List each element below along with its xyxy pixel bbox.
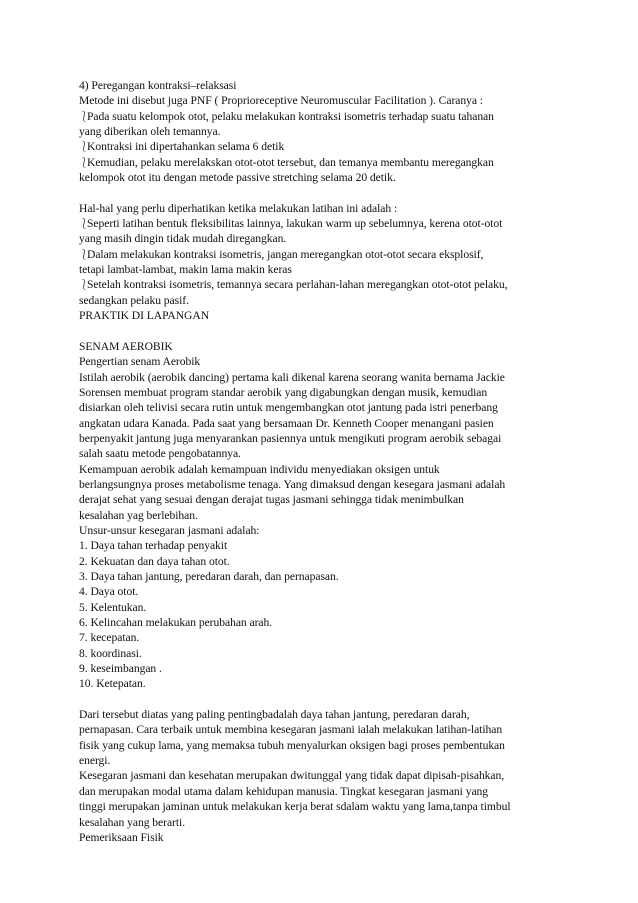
line-text: disiarkan oleh telivisi secara rutin untuk mengembangkan otot jantung pada istri penerbang	[79, 401, 498, 415]
bullet-line	[79, 247, 579, 262]
line-text: Unsur-unsur kesegaran jasmani adalah:	[79, 523, 260, 537]
text-line	[79, 630, 579, 645]
text-line	[79, 615, 579, 630]
paragraph-gap	[79, 324, 579, 339]
text-line	[79, 78, 579, 93]
line-text: 10. Ketepatan.	[79, 677, 146, 691]
text-line	[79, 815, 579, 830]
text-line	[79, 462, 579, 477]
text-line	[79, 308, 579, 323]
bullet-icon: ⎱	[79, 280, 89, 292]
text-line	[79, 584, 579, 599]
line-text: SENAM AEROBIK	[79, 339, 173, 353]
text-line	[79, 416, 579, 431]
text-line	[79, 354, 579, 369]
line-text: Kemampuan aerobik adalah kemampuan individu menyediakan oksigen untuk	[79, 462, 440, 476]
text-line	[79, 569, 579, 584]
text-line	[79, 201, 579, 216]
text-line	[79, 477, 579, 492]
line-text: 6. Kelincahan melakukan perubahan arah.	[79, 616, 273, 630]
line-text: Pengertian senam Aerobik	[79, 355, 201, 369]
line-text: kesalahan yang berarti.	[79, 815, 186, 829]
line-text: Dalam melakukan kontraksi isometris, jangan meregangkan otot-otot secara eksplosif,	[87, 247, 484, 261]
bullet-line	[79, 277, 579, 292]
text-line	[79, 370, 579, 385]
text-line	[79, 538, 579, 553]
text-line	[79, 784, 579, 799]
text-line	[79, 707, 579, 722]
line-text: fisik yang cukup lama, yang memaksa tubuh menyalurkan oksigen bagi proses pembentukan	[79, 738, 505, 752]
line-text: 2. Kekuatan dan daya tahan otot.	[79, 554, 230, 568]
bullet-icon: ⎱	[79, 219, 89, 231]
line-text: Kesegaran jasmani dan kesehatan merupakan dwitunggal yang tidak dapat dipisah-pisahkan,	[79, 769, 505, 783]
bullet-icon: ⎱	[79, 249, 89, 261]
line-text: Istilah aerobik (aerobik dancing) pertama kali dikenal karena seorang wanita bernama Jackie	[79, 370, 505, 384]
line-text: Setelah kontraksi isometris, temannya secara perlahan-lahan meregangkan otot-otot pelaku,	[87, 278, 508, 292]
bullet-line	[79, 216, 579, 231]
line-text: Seperti latihan bentuk fleksibilitas lainnya, lakukan warm up sebelumnya, kerena otot-otot	[87, 217, 503, 231]
text-line	[79, 554, 579, 569]
line-text: 7. kecepatan.	[79, 631, 140, 645]
line-text: derajat sehat yang sesuai dengan derajat tugas jasmani sehingga tidak menimbulkan	[79, 493, 464, 507]
text-line	[79, 799, 579, 814]
bullet-icon: ⎱	[79, 157, 89, 169]
line-text: 9. keseimbangan .	[79, 662, 162, 676]
text-line	[79, 738, 579, 753]
text-line	[79, 830, 579, 845]
line-text: pernapasan. Cara terbaik untuk membina kesegaran jasmani ialah melakukan latihan-latihan	[79, 723, 503, 737]
line-text: berpenyakit jantung juga menyarankan pasiennya untuk mengikuti program aerobik sebagai	[79, 431, 502, 445]
paragraph-gap	[79, 185, 579, 200]
bullet-line	[79, 109, 579, 124]
paragraph-gap	[79, 692, 579, 707]
bullet-icon: ⎱	[79, 142, 89, 154]
line-text: Metode ini disebut juga PNF ( Proprioreceptive Neuromuscular Facilitation ). Caranya :	[79, 94, 483, 108]
line-text: angkatan udara Kanada. Pada saat yang bersamaan Dr. Kenneth Cooper menangani pasien	[79, 416, 494, 430]
bullet-line	[79, 139, 579, 154]
line-text: Sorensen membuat program standar aerobik yang digabungkan dengan musik, kemudian	[79, 385, 488, 399]
line-text: tinggi merupakan jaminan untuk melakukan kerja berat sdalam waktu yang lama,tanpa timbul	[79, 800, 511, 814]
text-line	[79, 768, 579, 783]
line-text: 4. Daya otot.	[79, 585, 139, 599]
text-line	[79, 293, 579, 308]
text-line	[79, 385, 579, 400]
line-text: Kontraksi ini dipertahankan selama 6 detik	[87, 140, 285, 154]
line-text: sedangkan pelaku pasif.	[79, 293, 189, 307]
text-line	[79, 262, 579, 277]
line-text: salah saatu metode pengobatannya.	[79, 447, 241, 461]
line-text: Hal-hal yang perlu diperhatikan ketika melakukan latihan ini adalah :	[79, 201, 398, 215]
text-line	[79, 231, 579, 246]
text-line	[79, 753, 579, 768]
line-text: kesalahan yag berlebihan.	[79, 508, 198, 522]
text-line	[79, 676, 579, 691]
text-line	[79, 722, 579, 737]
line-text: 4) Peregangan kontraksi–relaksasi	[79, 79, 237, 92]
bullet-line	[79, 155, 579, 170]
line-text: Dari tersebut diatas yang paling pentingbadalah daya tahan jantung, peredaran darah,	[79, 708, 470, 722]
text-line	[79, 508, 579, 523]
text-line	[79, 93, 579, 108]
text-line	[79, 431, 579, 446]
line-text: yang diberikan oleh temannya.	[79, 125, 221, 139]
line-text: 1. Daya tahan terhadap penyakit	[79, 539, 228, 553]
line-text: berlangsungnya proses metabolisme tenaga. Yang dimaksud dengan kesegara jasmani adalah	[79, 477, 506, 491]
text-line	[79, 523, 579, 538]
text-line	[79, 339, 579, 354]
text-line	[79, 661, 579, 676]
line-text: 3. Daya tahan jantung, peredaran darah, dan pernapasan.	[79, 570, 339, 583]
text-line	[79, 600, 579, 615]
document-page	[79, 78, 579, 845]
text-line	[79, 646, 579, 661]
line-text: 5. Kelentukan.	[79, 600, 147, 614]
text-line	[79, 170, 579, 185]
text-line	[79, 446, 579, 461]
line-text: Pada suatu kelompok otot, pelaku melakukan kontraksi isometris terhadap suatu tahanan	[87, 109, 494, 123]
bullet-icon: ⎱	[79, 111, 89, 123]
line-text: Kemudian, pelaku merelakskan otot-otot tersebut, dan temanya membantu meregangkan	[87, 155, 494, 169]
line-text: 8. koordinasi.	[79, 646, 142, 660]
text-line	[79, 492, 579, 507]
line-text: PRAKTIK DI LAPANGAN	[79, 309, 210, 323]
line-text: yang masih dingin tidak mudah diregangkan.	[79, 232, 287, 246]
line-text: dan merupakan modal utama dalam kehidupan manusia. Tingkat kesegaran jasmani yang	[79, 784, 489, 798]
text-line	[79, 124, 579, 139]
line-text: kelompok otot itu dengan metode passive stretching selama 20 detik.	[79, 171, 396, 185]
line-text: Pemeriksaan Fisik	[79, 830, 164, 844]
line-text: energi.	[79, 754, 111, 768]
line-text: tetapi lambat-lambat, makin lama makin keras	[79, 263, 292, 277]
text-line	[79, 400, 579, 415]
